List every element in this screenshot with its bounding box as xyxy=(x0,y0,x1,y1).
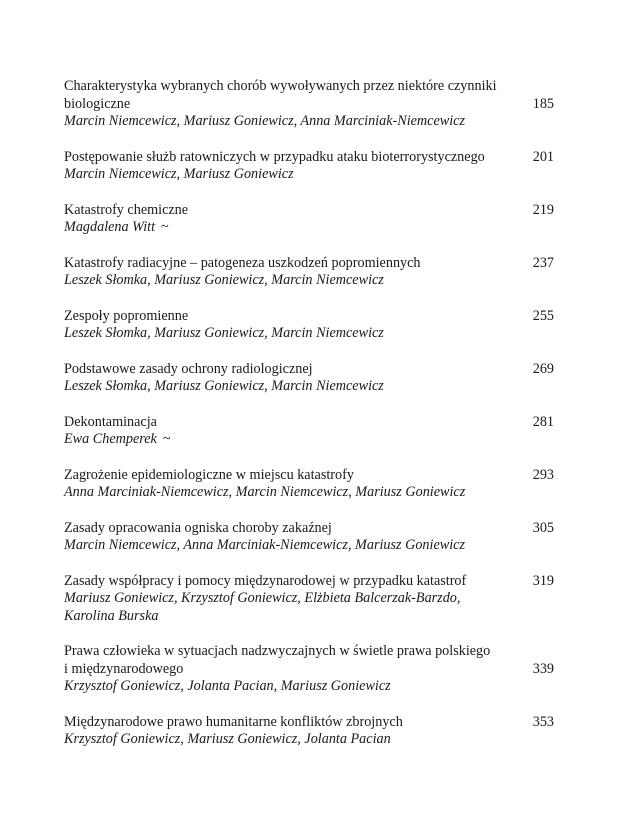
authors-text: Krzysztof Goniewicz, Mariusz Goniewicz, Jolanta Pacian xyxy=(64,731,391,747)
chapter-authors xyxy=(64,272,554,290)
chapter-title xyxy=(64,78,554,96)
chapter-title-text: Dekontaminacja xyxy=(64,413,157,430)
toc-entry xyxy=(64,308,554,343)
chapter-authors xyxy=(64,166,554,184)
chapter-title xyxy=(64,714,554,732)
handwritten-mark: ~ xyxy=(162,431,171,447)
authors-text: Leszek Słomka, Mariusz Goniewicz, Marcin Niemcewicz xyxy=(64,325,384,341)
page-number: 237 xyxy=(532,254,554,271)
authors-text: Anna Marciniak-Niemcewicz, Marcin Niemcewicz, Mariusz Goniewicz xyxy=(64,484,466,500)
page-number: 185 xyxy=(532,95,554,112)
page-number: 201 xyxy=(532,148,554,165)
authors-text: Mariusz Goniewicz, Krzysztof Goniewicz, Elżbieta Balcerzak-Barzdo, xyxy=(64,590,461,606)
toc-entry xyxy=(64,202,554,237)
chapter-title-text: Podstawowe zasady ochrony radiologicznej xyxy=(64,360,313,377)
toc-entry xyxy=(64,643,554,696)
chapter-title xyxy=(64,573,554,591)
chapter-authors xyxy=(64,325,554,343)
toc-entry xyxy=(64,361,554,396)
toc-entry xyxy=(64,467,554,502)
toc-entry xyxy=(64,255,554,290)
chapter-title-text: Zasady współpracy i pomocy międzynarodowej w przypadku katastrof xyxy=(64,572,467,589)
chapter-authors xyxy=(64,378,554,396)
chapter-title xyxy=(64,661,554,679)
chapter-authors xyxy=(64,590,554,608)
chapter-title-text: Zasady opracowania ogniska choroby zakaźnej xyxy=(64,519,332,536)
chapter-title xyxy=(64,643,554,661)
toc-entry xyxy=(64,149,554,184)
page-number: 219 xyxy=(532,201,554,218)
chapter-title-text: Zagrożenie epidemiologiczne w miejscu katastrofy xyxy=(64,466,354,483)
page-number: 319 xyxy=(532,572,554,589)
authors-text: Krzysztof Goniewicz, Jolanta Pacian, Mariusz Goniewicz xyxy=(64,678,391,694)
table-of-contents xyxy=(64,78,554,767)
toc-entry xyxy=(64,714,554,749)
authors-text: Karolina Burska xyxy=(64,607,159,624)
authors-text: Ewa Chemperek xyxy=(64,431,157,447)
page-number: 269 xyxy=(532,360,554,377)
chapter-title xyxy=(64,361,554,379)
toc-entry xyxy=(64,78,554,131)
page-number: 255 xyxy=(532,307,554,324)
chapter-title xyxy=(64,202,554,220)
page-number: 281 xyxy=(532,413,554,430)
chapter-title-text: Charakterystyka wybranych chorób wywoływanych przez niektóre czynniki xyxy=(64,78,497,94)
authors-text: Leszek Słomka, Mariusz Goniewicz, Marcin Niemcewicz xyxy=(64,378,384,394)
page-number: 305 xyxy=(532,519,554,536)
chapter-authors xyxy=(64,608,554,626)
authors-text: Marcin Niemcewicz, Mariusz Goniewicz, Anna Marciniak-Niemcewicz xyxy=(64,113,465,129)
chapter-authors xyxy=(64,537,554,555)
chapter-authors xyxy=(64,484,554,502)
chapter-title xyxy=(64,149,554,167)
authors-text: Marcin Niemcewicz, Mariusz Goniewicz xyxy=(64,166,294,182)
chapter-title-text: Zespoły popromienne xyxy=(64,307,189,324)
chapter-title xyxy=(64,414,554,432)
toc-entry xyxy=(64,520,554,555)
handwritten-mark: ~ xyxy=(161,219,169,235)
chapter-title xyxy=(64,520,554,538)
chapter-authors xyxy=(64,678,554,696)
page-number: 339 xyxy=(532,660,554,677)
page-number: 293 xyxy=(532,466,554,483)
chapter-title-text: Katastrofy radiacyjne – patogeneza uszkodzeń popromiennych xyxy=(64,254,421,271)
page-number: 353 xyxy=(532,713,554,730)
chapter-title xyxy=(64,308,554,326)
toc-entry xyxy=(64,573,554,626)
chapter-title xyxy=(64,96,554,114)
authors-text: Marcin Niemcewicz, Anna Marciniak-Niemcewicz, Mariusz Goniewicz xyxy=(64,537,465,553)
chapter-title-text: Międzynarodowe prawo humanitarne konfliktów zbrojnych xyxy=(64,713,403,730)
chapter-title xyxy=(64,467,554,485)
authors-text: Magdalena Witt xyxy=(64,219,156,235)
chapter-authors xyxy=(64,731,554,749)
chapter-title-text: Postępowanie służb ratowniczych w przypadku ataku bioterrorystycznego xyxy=(64,148,485,165)
authors-text: Leszek Słomka, Mariusz Goniewicz, Marcin Niemcewicz xyxy=(64,272,384,288)
chapter-title-text: Prawa człowieka w sytuacjach nadzwyczajnych w świetle prawa polskiego xyxy=(64,643,491,659)
chapter-title-text: Katastrofy chemiczne xyxy=(64,201,189,218)
chapter-authors xyxy=(64,113,554,131)
chapter-authors xyxy=(64,219,554,237)
chapter-title-text: biologiczne xyxy=(64,95,131,112)
chapter-authors xyxy=(64,431,554,449)
chapter-title xyxy=(64,255,554,273)
chapter-title-text: i międzynarodowego xyxy=(64,660,184,677)
toc-entry xyxy=(64,414,554,449)
